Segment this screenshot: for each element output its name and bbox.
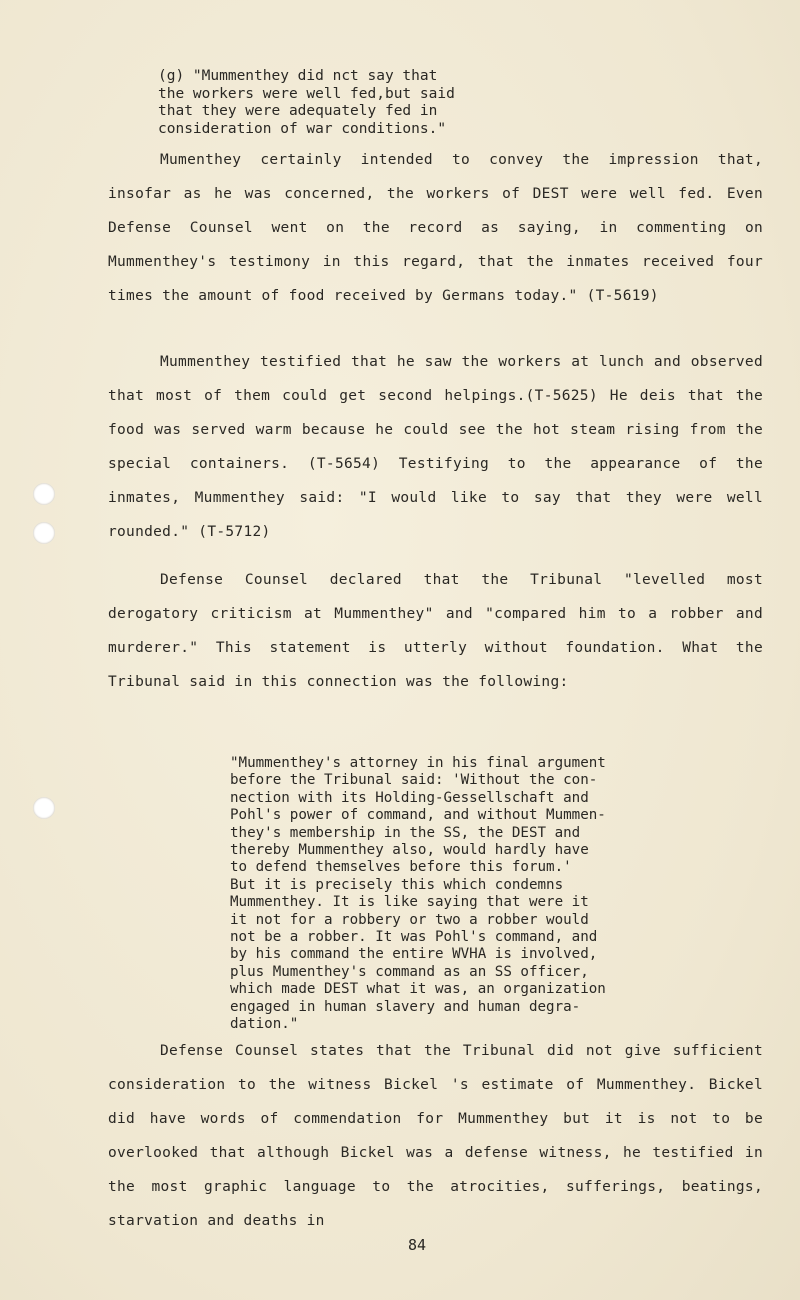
- page-number: 84: [408, 1236, 427, 1254]
- paragraph-1: Mumenthey certainly intended to convey the impression that, insofar as he was concerned, the workers of DEST were well fed. Even Defense Counsel went on the record as saying, in commenting on Mummenthey's testimony in this regard, that the inmates received four times the amount of food received by Germans today." (T-5619): [108, 152, 763, 304]
- tribunal-block-quote: "Mummenthey's attorney in his final argument before the Tribunal said: 'Without the con- nection with its Holding-Gessellschaft and Pohl's power of command, and without Mummen- they's membership in the SS, the DEST and thereby Mummenthey also, would hardly have to defend themselves before this forum.' But it is precisely this which condemns Mummenthey. It is like saying that were it it not for a robbery or two a robber would not be a robber. It was Pohl's command, and by his command the entire WVHA is involved, plus Mumenthey's command as an SS officer, which made DEST what it was, an organization engaged in human slavery and human degra- dation.": [230, 755, 606, 1033]
- punch-hole: [33, 483, 55, 505]
- paragraph-3: Defense Counsel declared that the Tribunal "levelled most derogatory criticism at Mummenthey" and "compared him to a robber and murderer." This statement is utterly without foundation. What the Tribunal said in this connection was the following:: [108, 572, 763, 690]
- punch-hole: [33, 522, 55, 544]
- paragraph-4: Defense Counsel states that the Tribunal did not give sufficient consideration to the witness Bickel 's estimate of Mummenthey. Bickel did have words of commendation for Mummenthey but it is not to be overlooked that although Bickel was a defense witness, he testified in the most graphic language to the atrocities, sufferings, beatings, starvation and deaths in: [108, 1043, 763, 1229]
- punch-hole: [33, 797, 55, 819]
- quoted-statement-g: (g) "Mummenthey did nct say that the workers were well fed,but said that they were adequately fed in consideration of war conditions.": [158, 68, 455, 137]
- paragraph-2: Mummenthey testified that he saw the workers at lunch and observed that most of them could get second helpings.(T-5625) He deis that the food was served warm because he could see the hot steam rising from the special containers. (T-5654) Testifying to the appearance of the inmates, Mummenthey said: "I would like to say that they were well rounded." (T-5712): [108, 354, 763, 540]
